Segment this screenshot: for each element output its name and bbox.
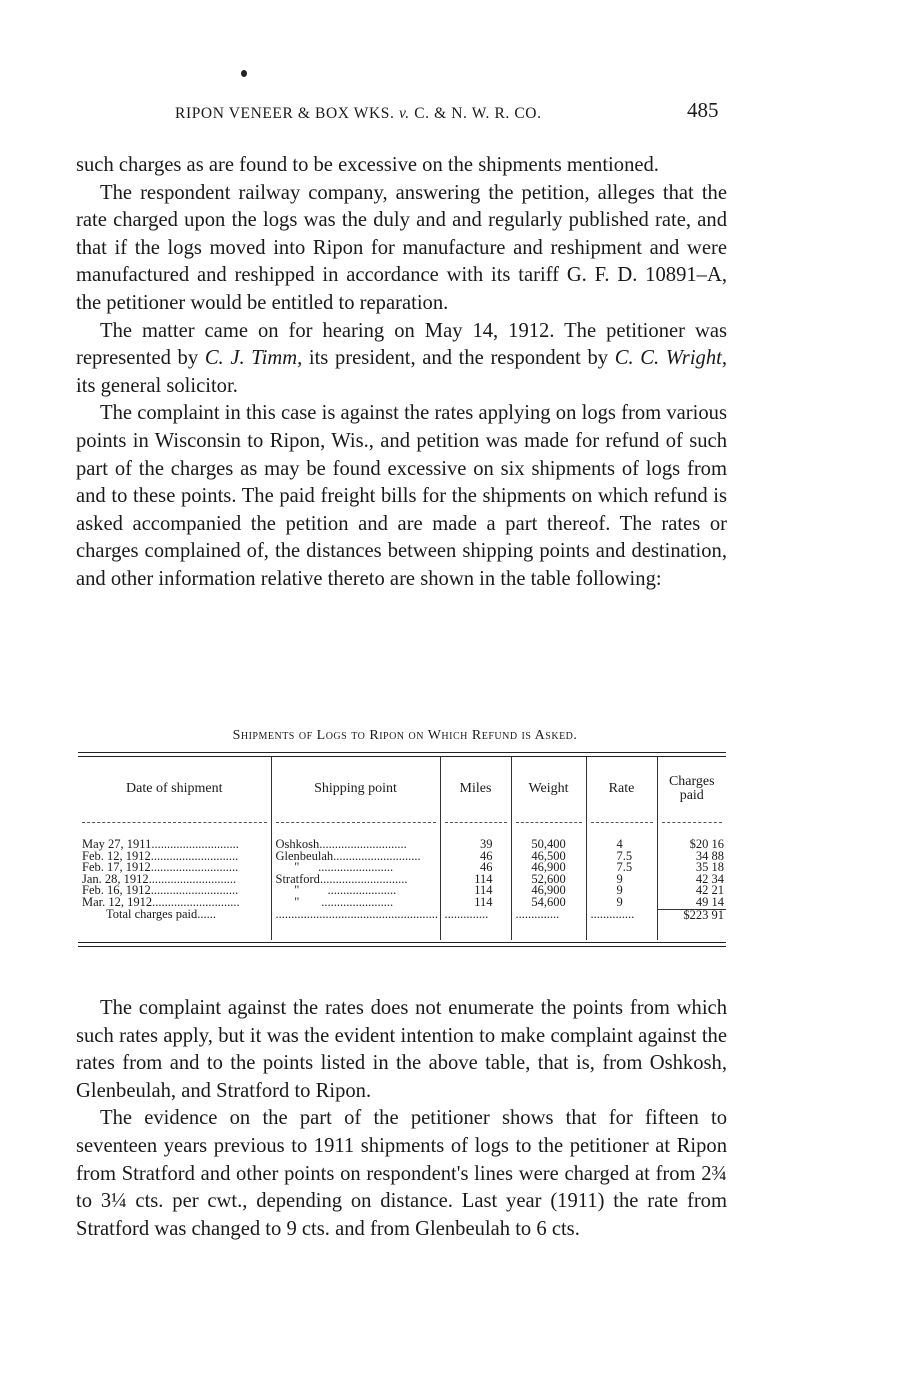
shipments-table [78,728,726,947]
table-header-row [78,757,726,821]
body-text-bottom [76,995,727,1243]
col-header-weight: Weight [511,757,586,821]
col-header-rate: Rate [586,757,657,821]
header-rule-row [78,821,726,833]
paragraph-1: such charges as are found to be excessive on the shipments mentioned. [76,154,659,176]
running-title: RIPON VENEER & BOX WKS. v. C. & N. W. R. CO. [175,105,542,122]
table-data-block [78,833,726,909]
table-bottom-rule [78,942,726,947]
total-row: Total charges paid...... .................................................... .............. .............. .............. $223 91 [78,909,726,940]
body-text-top [76,152,727,594]
petitioner-representative: C. J. Timm, [204,347,303,370]
respondent-representative: C. C. Wright, [614,347,728,370]
total-value: $223 91 [657,909,726,940]
total-label: Total charges paid [106,909,198,922]
col-header-miles: Miles [440,757,511,821]
col-miles: 39 46 46 114 114 114 [440,833,511,909]
table-row: Feb. 12, 1912............................ [82,848,239,863]
paragraph-5: The complaint against the rates does not enumerate the points from which such rates apply, but it was the evident intention to make complaint against the rates from and to the points listed in the above table, that is, from Oshkosh, Glenbeulah, and Stratford to Ripon. [76,997,727,1102]
table-row: Feb. 17, 1912............................ [82,860,239,875]
col-dates [78,833,271,909]
table-row: Jan. 28, 1912............................ [82,871,237,886]
table-row: May 27, 1911............................ [82,837,239,851]
col-header-point: Shipping point [271,757,440,821]
paragraph-4: The complaint in this case is against the rates applying on logs from various points in Wisconsin to Ripon, Wis., and petition was made for refund of such part of the charges as may be found excessive on six shipments of logs from and to these points. The paid freight bills for the shipments on which refund is asked accompanied the petition and are made a part thereof. The rates or charges complained of, the distances between shipping points and destination, and other information relative thereto are shown in the table following: [76,402,727,590]
col-points: Oshkosh............................ Glenbeulah............................ " ........................ Stratford............................ " ...................... " ....................... [271,833,440,909]
paragraph-3: The matter came on for hearing on May 14, 1912. The petitioner was represented by C. J. Timm, its president, and the respondent by C. C. Wright, its general solicitor. [76,319,728,397]
table-row: Mar. 12, 1912............................ [82,894,240,909]
col-weights: 50,400 46,500 46,900 52,600 46,900 54,600 [511,833,586,909]
table-row: Feb. 16, 1912............................ [82,883,239,898]
shipments-grid [78,757,726,940]
col-header-date: Date of shipment [126,781,223,796]
page-number: 485 [687,98,719,122]
col-charges: $20 16 34 88 35 18 42 34 42 21 49 14 [657,833,726,909]
col-rates: 4 7.5 7.5 9 9 9 [586,833,657,909]
running-header [0,98,897,128]
paragraph-2: The respondent railway company, answering the petition, alleges that the rate charged upon the logs was the duly and and regularly published rate, and that if the logs moved into Ripon for manufacture and reshipment and were manufactured and reshipped in accordance with its tariff G. F. D. 10891–A, the petitioner would be entitled to reparation. [76,181,727,314]
table-caption: Shipments of Logs to Ripon on Which Refund is Asked. [232,728,578,743]
col-header-charges: Charges paid [657,757,726,821]
ink-dot [241,70,247,77]
paragraph-6: The evidence on the part of the petitioner shows that for fifteen to seventeen years previous to 1911 shipments of logs to the petitioner at Ripon from Stratford and other points on respondent's lines were charged at from 2¾ to 3¼ cts. per cwt., depending on distance. Last year (1911) the rate from Stratford was changed to 9 cts. and from Glenbeulah to 6 cts. [76,1107,727,1240]
